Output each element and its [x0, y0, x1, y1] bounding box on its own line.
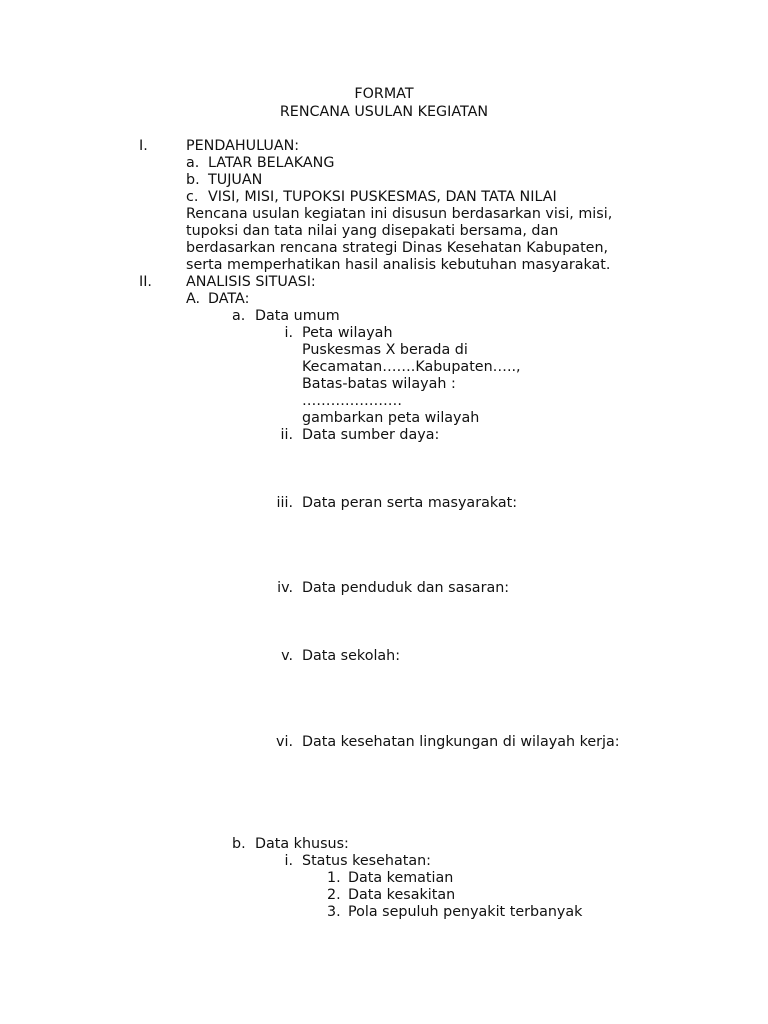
roman-marker: i.: [284, 853, 293, 869]
list-item: Data peran serta masyarakat:: [302, 495, 518, 511]
list-item: Data umum: [255, 308, 340, 324]
paragraph-line: berdasarkan rencana strategi Dinas Kesehatan Kabupaten,: [186, 240, 609, 256]
list-item: Data khusus:: [255, 836, 349, 852]
list-item: DATA:: [208, 291, 250, 307]
list-marker: a.: [232, 308, 246, 324]
list-marker: b.: [232, 836, 246, 852]
document-title: FORMAT: [354, 86, 414, 102]
list-item: Data kesakitan: [348, 887, 456, 903]
list-item: TUJUAN: [208, 172, 263, 188]
list-marker: a.: [186, 155, 200, 171]
roman-marker: i.: [284, 325, 293, 341]
paragraph-line: gambarkan peta wilayah: [302, 410, 480, 426]
paragraph-line: Rencana usulan kegiatan ini disusun berdasarkan visi, misi,: [186, 206, 613, 222]
list-item: Status kesehatan:: [302, 853, 431, 869]
list-marker: 3.: [327, 904, 341, 920]
list-marker: A.: [186, 291, 201, 307]
paragraph-line: …………………: [302, 393, 403, 409]
section-number: I.: [139, 138, 148, 154]
paragraph-line: tupoksi dan tata nilai yang disepakati bersama, dan: [186, 223, 559, 239]
list-item: Data penduduk dan sasaran:: [302, 580, 510, 596]
paragraph-line: Puskesmas X berada di: [302, 342, 468, 358]
list-item: Peta wilayah: [302, 325, 393, 341]
section-heading: PENDAHULUAN:: [186, 138, 300, 154]
list-marker: 2.: [327, 887, 341, 903]
roman-marker: ii.: [280, 427, 293, 443]
roman-marker: vi.: [276, 734, 293, 750]
list-item: Data kesehatan lingkungan di wilayah kerja:: [302, 734, 620, 750]
section-number: II.: [139, 274, 152, 290]
roman-marker: iv.: [277, 580, 293, 596]
list-marker: b.: [186, 172, 200, 188]
list-marker: c.: [186, 189, 199, 205]
list-item: Data sekolah:: [302, 648, 401, 664]
paragraph-line: serta memperhatikan hasil analisis kebutuhan masyarakat.: [186, 257, 611, 273]
list-marker: 1.: [327, 870, 341, 886]
paragraph-line: Batas-batas wilayah :: [302, 376, 456, 392]
document-subtitle: RENCANA USULAN KEGIATAN: [279, 104, 489, 120]
section-heading: ANALISIS SITUASI:: [186, 274, 316, 290]
list-item: Data kematian: [348, 870, 454, 886]
list-item: Pola sepuluh penyakit terbanyak: [348, 904, 583, 920]
list-item: VISI, MISI, TUPOKSI PUSKESMAS, DAN TATA NILAI: [208, 189, 557, 205]
list-item: LATAR BELAKANG: [208, 155, 335, 171]
list-item: Data sumber daya:: [302, 427, 440, 443]
paragraph-line: Kecamatan…….Kabupaten…..,: [302, 359, 521, 375]
roman-marker: iii.: [276, 495, 293, 511]
roman-marker: v.: [281, 648, 293, 664]
